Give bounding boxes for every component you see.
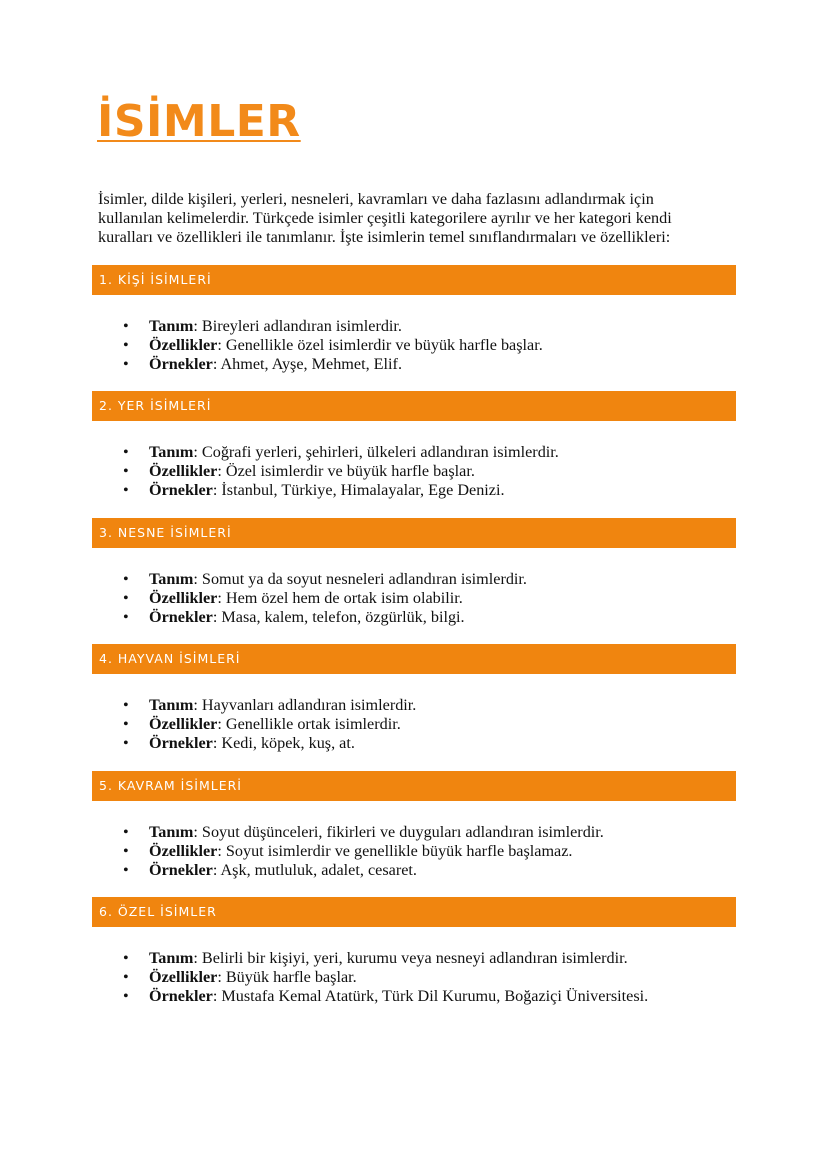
list-item-tanim — [92, 823, 736, 842]
item-label: Tanım — [149, 317, 194, 335]
section — [92, 771, 736, 897]
bullet-icon: • — [123, 734, 129, 753]
list-item-tanim — [92, 570, 736, 589]
item-text: : Kedi, köpek, kuş, at. — [212, 734, 355, 753]
item-label: Örnekler — [149, 607, 213, 626]
item-text: : Mustafa Kemal Atatürk, Türk Dil Kurumu, Boğaziçi Üniversitesi. — [212, 986, 649, 1005]
item-text: : İstanbul, Türkiye, Himalayalar, Ege Denizi. — [212, 481, 505, 500]
sections — [92, 265, 736, 1023]
item-label: Örnekler — [149, 860, 213, 879]
bullet-icon: • — [123, 588, 129, 607]
item-label: Tanım — [149, 696, 194, 715]
item-label: Tanım — [149, 569, 194, 588]
list-item-ozellikler — [92, 968, 736, 987]
item-label: Özellikler — [149, 967, 218, 986]
section — [92, 897, 736, 1023]
list-item-tanim — [92, 696, 736, 715]
section-heading: 5. KAVRAM İSİMLERİ — [92, 771, 736, 801]
item-text: : Somut ya da soyut nesneleri adlandıran isimlerdir. — [193, 569, 527, 588]
section — [92, 518, 736, 644]
section-list — [92, 823, 736, 880]
bullet-icon: • — [123, 986, 129, 1005]
item-text: : Masa, kalem, telefon, özgürlük, bilgi. — [212, 607, 465, 626]
list-item-ornekler — [92, 734, 736, 753]
item-label: Örnekler — [149, 481, 213, 500]
list-item-ornekler — [92, 987, 736, 1006]
item-label: Örnekler — [149, 734, 213, 753]
bullet-icon: • — [123, 860, 129, 879]
list-item-ozellikler — [92, 336, 736, 355]
list-item-ozellikler — [92, 589, 736, 608]
list-item-tanim — [92, 317, 736, 336]
item-label: Özellikler — [149, 336, 218, 354]
item-label: Tanım — [149, 948, 194, 967]
item-text: : Soyut isimlerdir ve genellikle büyük harfle başlamaz. — [217, 841, 573, 860]
item-text: : Coğrafi yerleri, şehirleri, ülkeleri adlandıran isimlerdir. — [193, 443, 559, 462]
list-item-tanim — [92, 443, 736, 462]
section-heading: 2. YER İSİMLERİ — [92, 391, 736, 421]
bullet-icon: • — [123, 462, 129, 481]
bullet-icon: • — [123, 607, 129, 626]
item-text: : Büyük harfle başlar. — [217, 967, 357, 986]
section-heading: 3. NESNE İSİMLERİ — [92, 518, 736, 548]
item-text: : Hem özel hem de ortak isim olabilir. — [217, 588, 463, 607]
item-label: Tanım — [149, 822, 194, 841]
item-label: Özellikler — [149, 715, 218, 734]
section-list — [92, 949, 736, 1006]
list-item-ozellikler — [92, 462, 736, 481]
intro-paragraph: İsimler, dilde kişileri, yerleri, nesneleri, kavramları ve daha fazlasını adlandırmak için kullanılan kelimelerdir. Türkçede isimler çeşitli kategorilere ayrılır ve her kategori kendi kuralları ve özellikleri ile tanımlanır. İşte isimlerin temel sınıflandırmaları ve özellikleri: — [98, 190, 672, 246]
section — [92, 644, 736, 770]
section-heading: 4. HAYVAN İSİMLERİ — [92, 644, 736, 674]
item-text: : Hayvanları adlandıran isimlerdir. — [193, 696, 417, 715]
item-text: : Ahmet, Ayşe, Mehmet, Elif. — [212, 355, 402, 373]
list-item-ornekler — [92, 861, 736, 880]
bullet-icon: • — [123, 336, 129, 354]
section-heading: 6. ÖZEL İSİMLER — [92, 897, 736, 927]
page-title: İSİMLER — [97, 96, 301, 147]
list-item-ornekler — [92, 355, 736, 374]
item-text: : Genellikle ortak isimlerdir. — [217, 715, 401, 734]
item-text: : Aşk, mutluluk, adalet, cesaret. — [212, 860, 417, 879]
section-list — [92, 443, 736, 500]
bullet-icon: • — [123, 841, 129, 860]
item-label: Tanım — [149, 443, 194, 462]
bullet-icon: • — [123, 443, 129, 462]
item-text: : Genellikle özel isimlerdir ve büyük harfle başlar. — [217, 336, 543, 354]
section-list — [92, 570, 736, 627]
item-label: Örnekler — [149, 355, 213, 373]
bullet-icon: • — [123, 569, 129, 588]
item-label: Özellikler — [149, 588, 218, 607]
section-list — [92, 696, 736, 753]
item-label: Özellikler — [149, 462, 218, 481]
item-label: Özellikler — [149, 841, 218, 860]
item-text: : Bireyleri adlandıran isimlerdir. — [193, 317, 402, 335]
item-text: : Soyut düşünceleri, fikirleri ve duyguları adlandıran isimlerdir. — [193, 822, 604, 841]
section — [92, 391, 736, 517]
section-heading: 1. KİŞİ İSİMLERİ — [92, 265, 736, 295]
bullet-icon: • — [123, 317, 129, 335]
section — [92, 265, 736, 391]
list-item-ornekler — [92, 481, 736, 500]
bullet-icon: • — [123, 715, 129, 734]
list-item-ornekler — [92, 608, 736, 627]
item-text: : Belirli bir kişiyi, yeri, kurumu veya nesneyi adlandıran isimlerdir. — [193, 948, 628, 967]
section-list — [92, 317, 736, 374]
item-text: : Özel isimlerdir ve büyük harfle başlar. — [217, 462, 475, 481]
bullet-icon: • — [123, 696, 129, 715]
list-item-ozellikler — [92, 715, 736, 734]
item-label: Örnekler — [149, 986, 213, 1005]
bullet-icon: • — [123, 967, 129, 986]
bullet-icon: • — [123, 822, 129, 841]
bullet-icon: • — [123, 481, 129, 500]
list-item-tanim — [92, 949, 736, 968]
list-item-ozellikler — [92, 842, 736, 861]
bullet-icon: • — [123, 948, 129, 967]
bullet-icon: • — [123, 355, 129, 373]
